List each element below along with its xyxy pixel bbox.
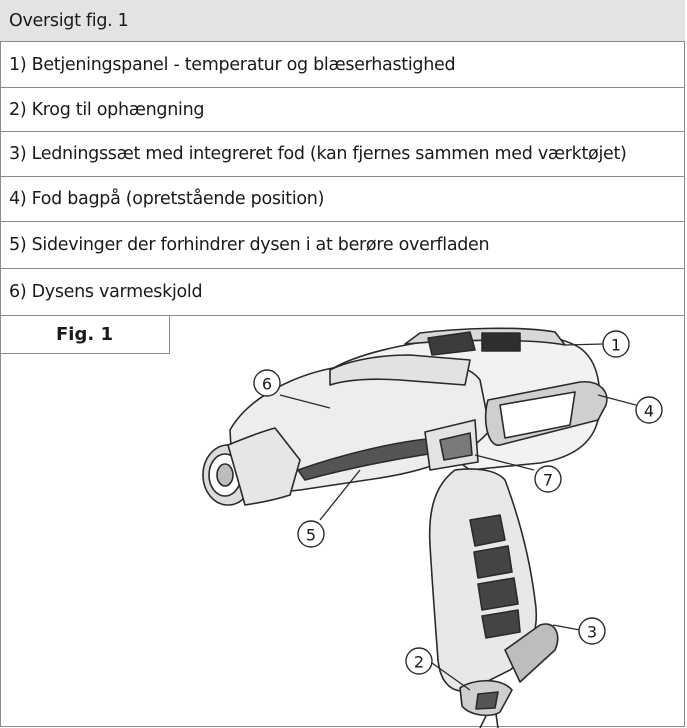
callout-2: 2 [413,652,425,672]
callout-4: 4 [643,401,655,421]
list-item: 2) Krog til ophængning [0,88,685,132]
table-header: Oversigt fig. 1 [0,0,685,42]
list-item: 5) Sidevinger der forhindrer dysen i at berøre overfladen [0,222,685,269]
callout-1: 1 [610,335,622,355]
callout-6: 6 [261,374,273,394]
list-item: 6) Dysens varmeskjold [0,269,685,316]
callout-5: 5 [305,525,317,545]
callout-7: 7 [542,470,554,490]
figure-label: Fig. 1 [0,316,170,354]
list-item: 1) Betjeningspanel - temperatur og blæserhastighed [0,42,685,88]
list-item: 3) Ledningssæt med integreret fod (kan fjernes sammen med værktøjet) [0,132,685,177]
list-item: 4) Fod bagpå (opretstående position) [0,177,685,222]
callout-3: 3 [586,622,598,642]
